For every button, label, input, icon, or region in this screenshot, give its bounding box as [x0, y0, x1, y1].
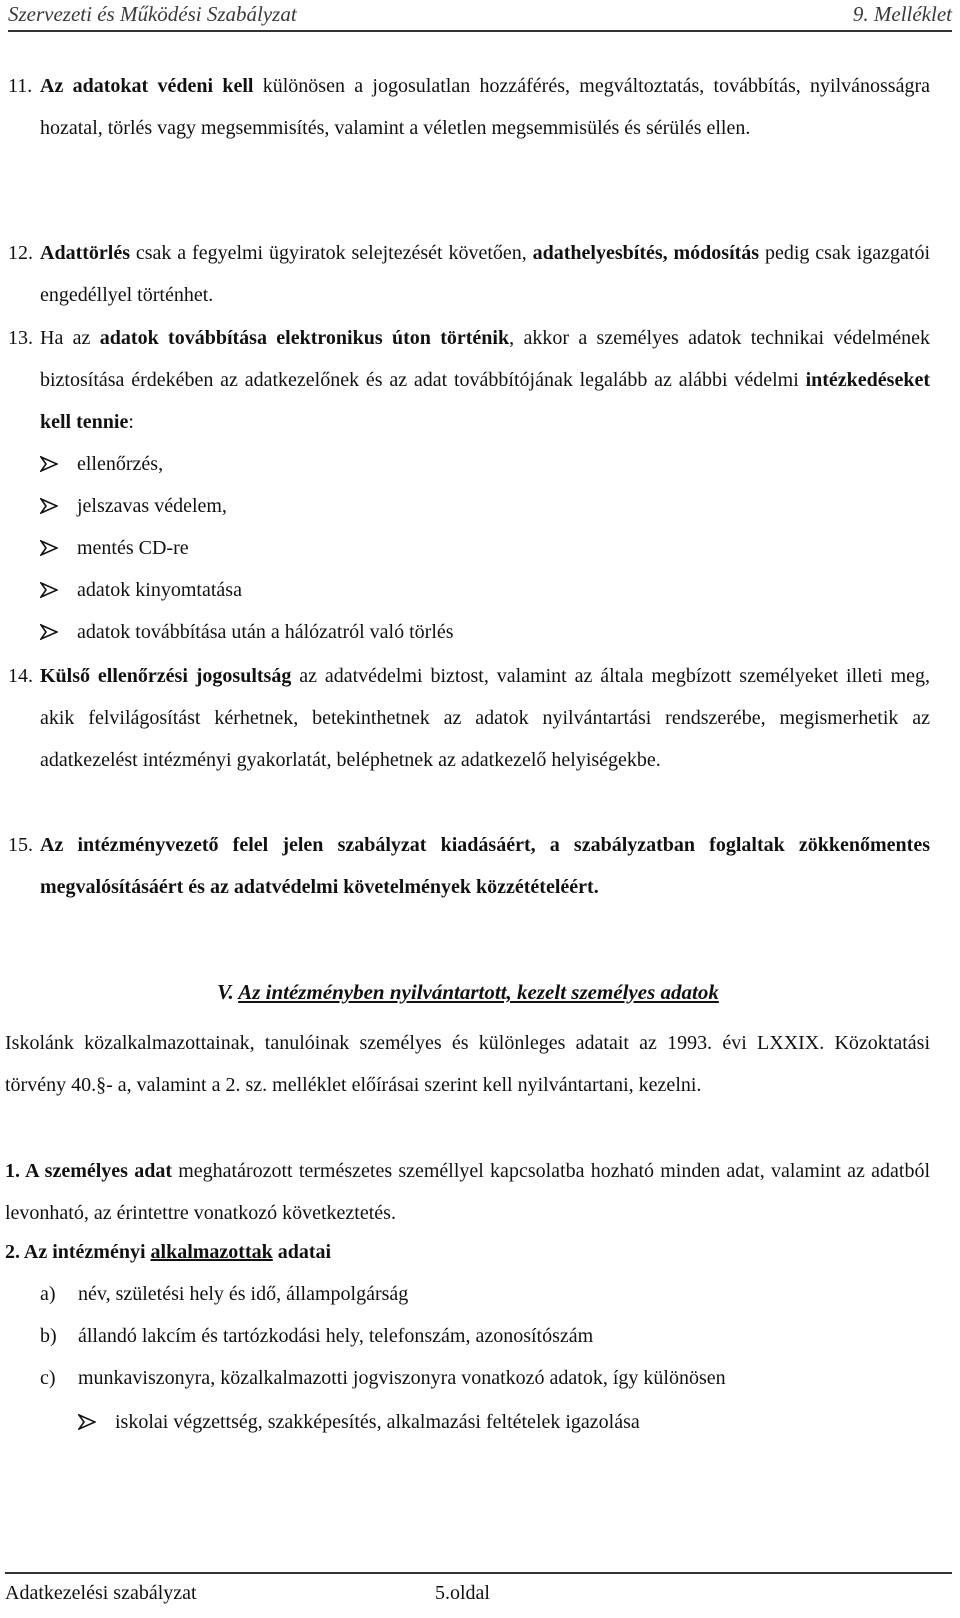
- list-item-label: b): [40, 1325, 57, 1347]
- bold-phrase: Az intézményvezető felel jelen szabályzat kiadásáért, a szabályzatban foglaltak zökkenőmentes megvalósításáért és az adatvédelmi követelmények közzétételéért.: [40, 834, 930, 898]
- definition-1: [5, 1150, 930, 1234]
- paragraph-12: [8, 232, 930, 316]
- paragraph-text: csak a fegyelmi ügyiratok selejtezését követően,: [129, 242, 533, 264]
- page-number: 5.oldal: [435, 1582, 490, 1604]
- footer-title: Adatkezelési szabályzat: [5, 1582, 197, 1604]
- page-footer: [5, 1572, 952, 1618]
- definition-2: [5, 1241, 331, 1264]
- paragraph-number: 11.: [8, 75, 33, 97]
- section-title: Az intézményben nyilvántartott, kezelt személyes adatok: [238, 980, 719, 1004]
- paragraph-text: :: [128, 411, 134, 433]
- paragraph-number: 12.: [8, 242, 33, 264]
- list-item-text: állandó lakcím és tartózkodási hely, telefonszám, azonosítószám: [78, 1325, 594, 1347]
- arrowhead-bullet-icon: [40, 624, 58, 640]
- list-item-text: ellenőrzés,: [77, 453, 164, 475]
- underlined-phrase: alkalmazottak: [150, 1241, 273, 1263]
- section-heading: [0, 980, 936, 1005]
- bold-phrase: Az adatokat védeni kell: [40, 75, 254, 97]
- list-item-text: adatok kinyomtatása: [77, 579, 242, 601]
- list-item-text: mentés CD-re: [77, 537, 189, 559]
- paragraph-text: Ha az: [40, 327, 100, 349]
- list-item-text: jelszavas védelem,: [77, 495, 227, 517]
- bold-phrase: 2. Az intézményi: [5, 1241, 151, 1263]
- arrowhead-bullet-icon: [40, 582, 58, 598]
- list-item-text: iskolai végzettség, szakképesítés, alkalmazási feltételek igazolása: [115, 1411, 640, 1433]
- paragraph-text: , akkor a személyes adatok technikai védelmének biztosítása érdekében az adatkezelőnek és az adat továbbítójának legalább az alábbi védelmi: [40, 327, 931, 391]
- list-item-label: a): [40, 1283, 56, 1305]
- arrowhead-bullet-icon: [40, 498, 58, 514]
- paragraph-number: 13.: [8, 327, 33, 349]
- paragraph-15: [8, 824, 930, 908]
- intro-paragraph: Iskolánk közalkalmazottainak, tanulóinak személyes és különleges adatait az 1993. évi LXXIX. Közoktatási törvény 40.§- a, valamint a 2. sz. melléklet előírásai szerint kell nyilvántartani, kezelni.: [5, 1032, 930, 1096]
- list-item-text: név, születési hely és idő, állampolgárság: [78, 1283, 409, 1305]
- paragraph-text: pedig csak igazgatói engedéllyel történhet.: [40, 242, 930, 306]
- paragraph-14: [8, 655, 930, 781]
- page-header: [8, 0, 952, 32]
- arrowhead-bullet-icon: [40, 540, 58, 556]
- list-item-text: munkaviszonyra, közalkalmazotti jogviszonyra vonatkozó adatok, így különösen: [78, 1367, 726, 1389]
- bold-phrase: adatok továbbítása elektronikus úton történik: [99, 327, 510, 349]
- bold-phrase: adatai: [272, 1241, 332, 1263]
- bold-phrase: Külső ellenőrzési jogosultság: [40, 665, 292, 687]
- section-number: V.: [217, 980, 234, 1004]
- paragraph-text: meghatározott természetes személlyel kapcsolatba hozható minden adat, valamint az adatból levonható, az érintettre vonatkozó következtetés.: [5, 1160, 931, 1224]
- arrowhead-bullet-icon: [40, 456, 58, 472]
- header-annex: 9. Melléklet: [852, 2, 952, 26]
- bold-phrase: Adattörlés: [40, 242, 130, 264]
- list-item-text: adatok továbbítása után a hálózatról való törlés: [77, 621, 454, 643]
- bold-phrase: 1. A személyes adat: [5, 1160, 172, 1182]
- bold-phrase: intézkedéseket kell tennie: [40, 369, 930, 433]
- paragraph-text: az adatvédelmi biztost, valamint az általa megbízott személyeket illeti meg, akik felvilágosítást kérhetnek, betekinthetnek az adatok nyilvántartási rendszerébe, megismerhetik az adatkezelést intézményi gyakorlatát, beléphetnek az adatkezelő helyiségekbe.: [40, 665, 930, 771]
- paragraph-13: [8, 317, 931, 443]
- header-title: Szervezeti és Működési Szabályzat: [8, 2, 297, 26]
- list-item-label: c): [40, 1367, 56, 1389]
- bold-phrase: adathelyesbítés, módosítás: [532, 242, 760, 264]
- paragraph-text: különösen a jogosulatlan hozzáférés, megváltoztatás, továbbítás, nyilvánosságra hozatal, törlés vagy megsemmisítés, valamint a véletlen megsemmisülés és sérülés ellen.: [40, 75, 930, 139]
- paragraph-number: 15.: [8, 834, 33, 856]
- paragraph-number: 14.: [8, 665, 33, 687]
- paragraph-11: [8, 65, 930, 149]
- arrowhead-bullet-icon: [78, 1414, 96, 1430]
